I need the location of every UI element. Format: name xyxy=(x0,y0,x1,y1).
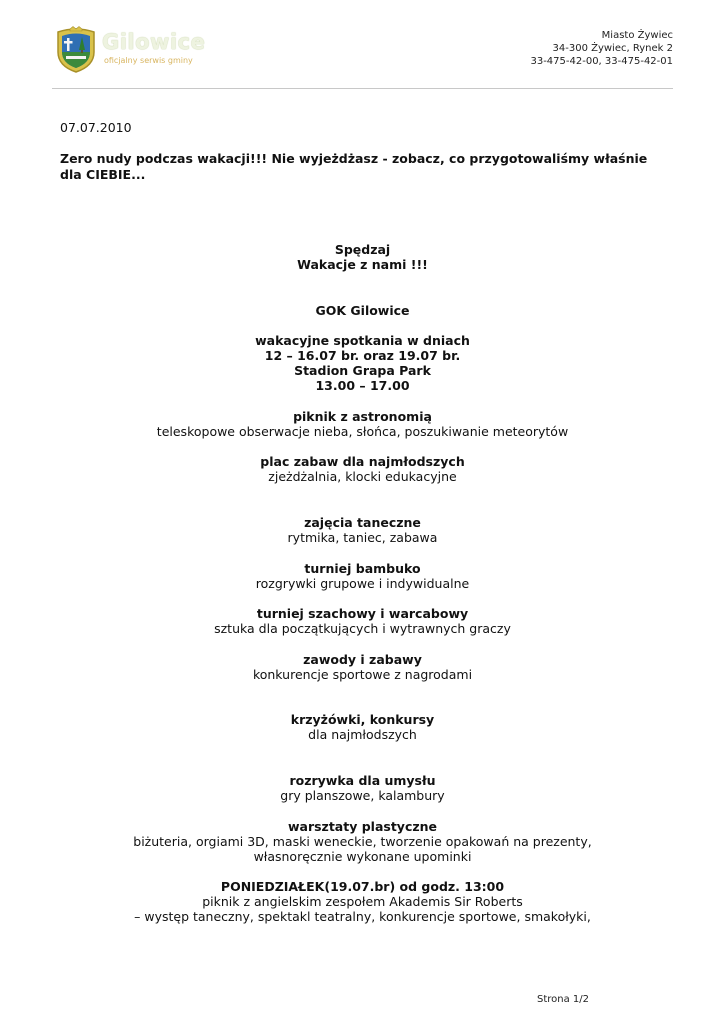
schedule-line: Stadion Grapa Park xyxy=(294,363,431,378)
schedule-line: 12 – 16.07 br. oraz 19.07 br. xyxy=(264,348,461,363)
activity-title: piknik z astronomią xyxy=(293,409,432,424)
program-organizer: GOK Gilowice xyxy=(315,303,410,318)
address-line: Miasto Żywiec xyxy=(601,30,673,41)
logo-name: Gilowice xyxy=(102,30,206,54)
schedule-line: wakacyjne spotkania w dniach xyxy=(255,333,470,348)
activity-description: dla najmłodszych xyxy=(308,727,417,742)
address-line: 34-300 Żywiec, Rynek 2 xyxy=(552,43,673,54)
activity-title: krzyżówki, konkursy xyxy=(290,712,435,727)
activity-description: konkurencje sportowe z nagrodami xyxy=(252,667,473,682)
activity-description: gry planszowe, kalambury xyxy=(280,788,445,803)
activity-description: rozgrywki grupowe i indywidualne xyxy=(255,576,470,591)
address-line: 33-475-42-00, 33-475-42-01 xyxy=(530,56,673,67)
page-number: Strona 1/2 xyxy=(537,994,590,1005)
logo-tagline: oficjalny serwis gminy xyxy=(104,56,193,65)
program-intro-line: Wakacje z nami !!! xyxy=(297,257,428,272)
activity-title: turniej szachowy i warcabowy xyxy=(256,606,469,621)
activity-title: PONIEDZIAŁEK(19.07.br) od godz. 13:00 xyxy=(220,879,505,894)
article-date: 07.07.2010 xyxy=(60,120,132,135)
activity-description: biżuteria, orgiami 3D, maski weneckie, tworzenie opakowań na prezenty, xyxy=(133,834,592,849)
activity-title: warsztaty plastyczne xyxy=(287,819,438,834)
schedule-line: 13.00 – 17.00 xyxy=(315,378,410,393)
activity-description: własnoręcznie wykonane upominki xyxy=(253,849,472,864)
activity-title: zajęcia taneczne xyxy=(304,515,421,530)
program-intro-line: Spędzaj xyxy=(334,242,391,257)
activity-description: zjeżdżalnia, klocki edukacyjne xyxy=(268,469,457,484)
activity-description: rytmika, taniec, zabawa xyxy=(287,530,438,545)
activity-title: plac zabaw dla najmłodszych xyxy=(260,454,465,469)
article-headline: Zero nudy podczas wakacji!!! Nie wyjeżdżasz - zobacz, co przygotowaliśmy właśnie dla CIEBIE... xyxy=(60,151,648,182)
activity-description: piknik z angielskim zespołem Akademis Sir Roberts xyxy=(202,894,523,909)
activity-title: turniej bambuko xyxy=(304,561,421,576)
activity-description: sztuka dla początkujących i wytrawnych graczy xyxy=(214,621,511,636)
activity-description: teleskopowe obserwacje nieba, słońca, poszukiwanie meteorytów xyxy=(156,424,569,439)
activity-description: – występ taneczny, spektakl teatralny, konkurencje sportowe, smakołyki, xyxy=(134,909,591,924)
activity-title: zawody i zabawy xyxy=(303,652,422,667)
activity-title: rozrywka dla umysłu xyxy=(289,773,436,788)
